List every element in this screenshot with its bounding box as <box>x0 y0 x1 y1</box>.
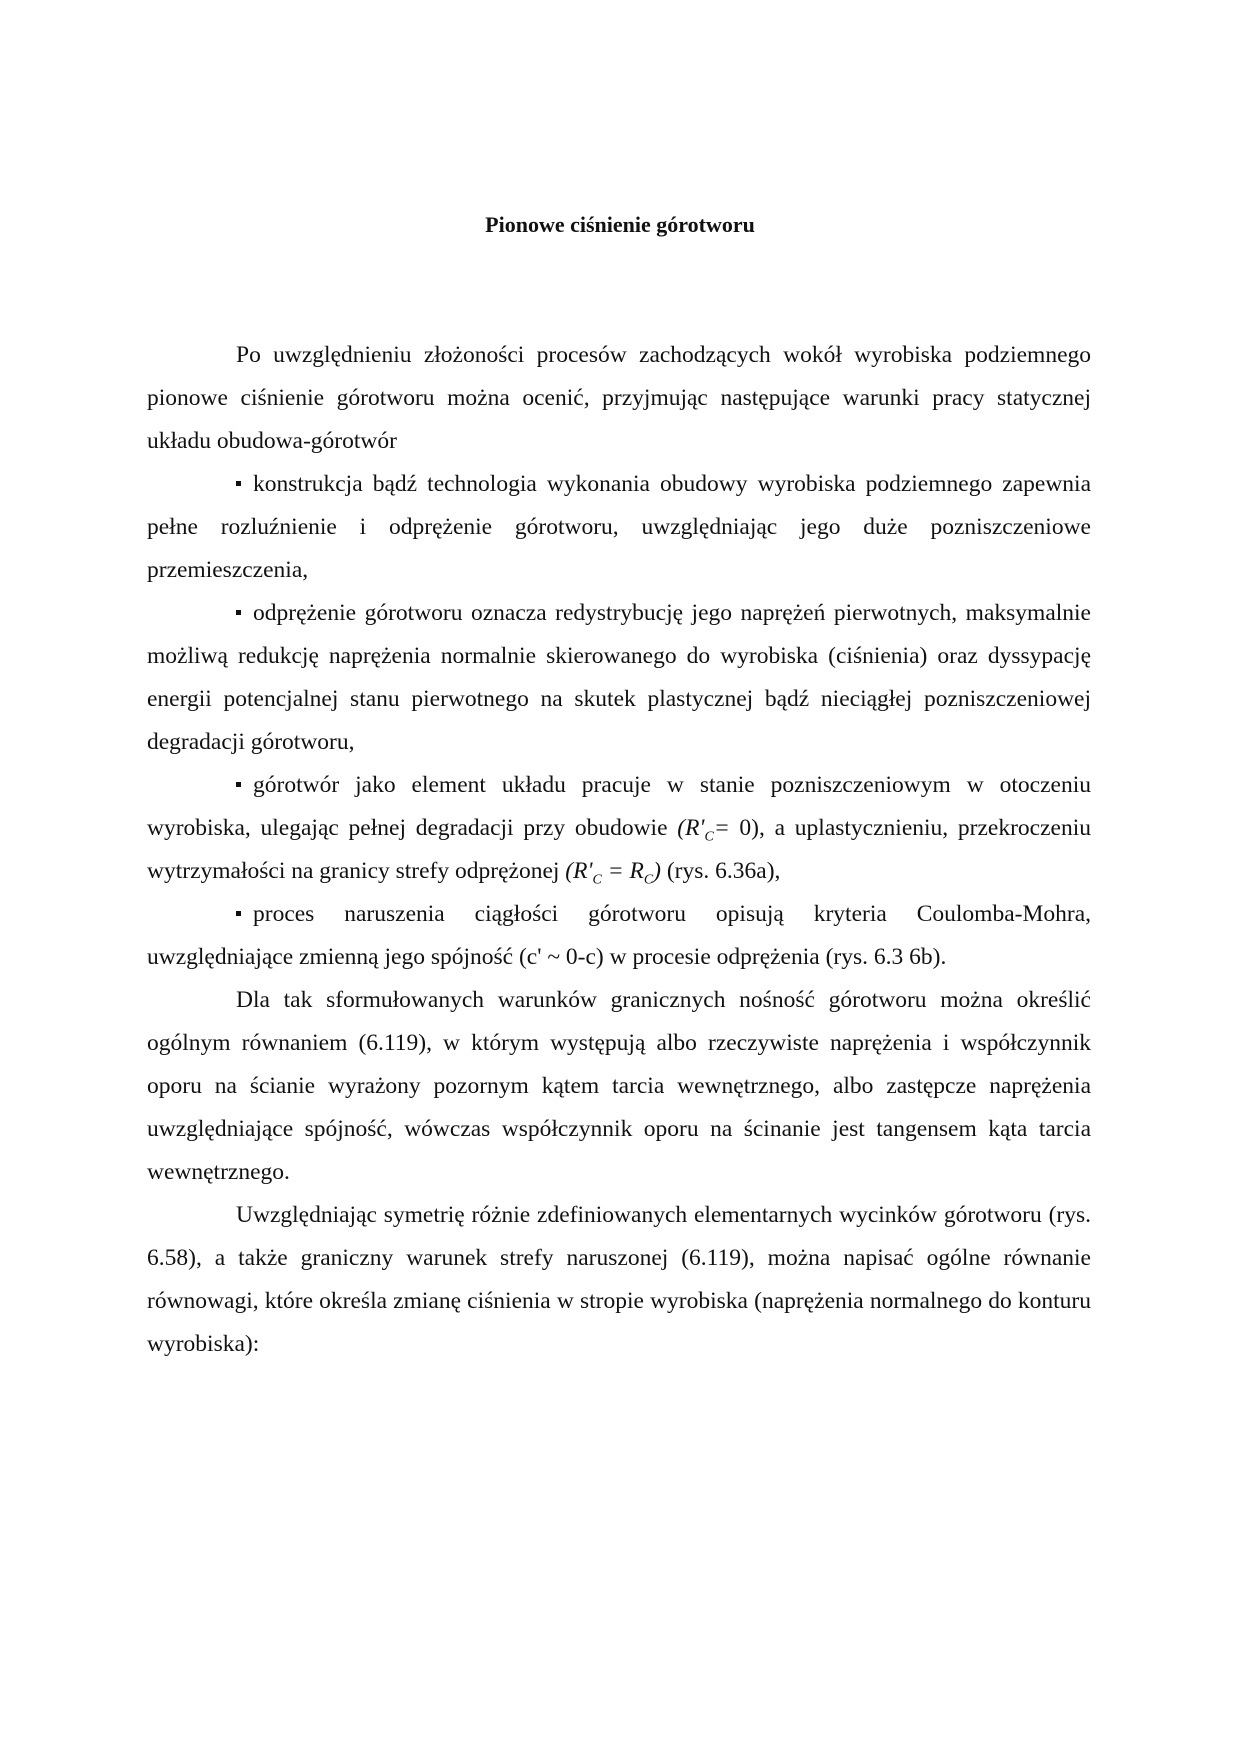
math-formula: $(R'_C = R_C)$ <box>565 858 661 888</box>
bullet-icon <box>236 463 244 506</box>
bullet-paragraph <box>147 764 1091 893</box>
paragraph-text: odprężenie górotworu oznacza redystrybucję jego naprężeń pierwotnych, maksymalnie możliwą redukcję naprężenia normalnie skierowanego do wyrobiska (ciśnienia) oraz dyssypację energii potencjalnej stanu pierwotnego na skutek plastycznej bądź nieciągłej pozniszczeniowej degradacji górotworu, <box>147 600 1091 755</box>
paragraph-text: Po uwzględnieniu złożoności procesów zachodzących wokół wyrobiska podziemnego pionowe ciśnienie górotworu można ocenić, przyjmując następujące warunki pracy statycznej układu obudowa-górotwór <box>147 342 1091 454</box>
paragraph-text: (rys. 6.36a), <box>660 858 781 884</box>
bullet-paragraph <box>147 893 1091 979</box>
page-title: Pionowe ciśnienie górotworu <box>485 212 755 237</box>
bullet-paragraph <box>147 463 1091 592</box>
body-text <box>147 334 1091 1366</box>
paragraph-text: proces naruszenia ciągłości górotworu opisują kryteria Coulomba-Mohra, uwzględniające zmienną jego spójność (c' ~ 0-c) w procesie odprężenia (rys. 6.3 6b). <box>147 901 1091 970</box>
paragraph-text: Uwzględniając symetrię różnie zdefiniowanych elementarnych wycinków górotworu (rys. 6.58), a także graniczny warunek strefy naruszonej (6.119), można napisać ogólne równanie równowagi, które określa zmianę ciśnienia w stropie wyrobiska (naprężenia normalnego do konturu wyrobiska): <box>147 1202 1091 1357</box>
paragraph-text: górotwór jako element układu pracuje w stanie pozniszczeniowym w otoczeniu wyrobiska, ulegając pełnej degradacji przy obudowie <box>147 772 1091 841</box>
paragraph-intro <box>147 334 1091 463</box>
paragraph-text: Dla tak sformułowanych warunków granicznych nośność górotworu można określić ogólnym równaniem (6.119), w którym występują albo rzeczywiste naprężenia i współczynnik oporu na ścianie wyrażony pozornym kątem tarcia wewnętrznego, albo zastępcze naprężenia uwzględniające spójność, wówczas współczynnik oporu na ścinanie jest tangensem kąta tarcia wewnętrznego. <box>147 987 1091 1185</box>
paragraph-text: konstrukcja bądź technologia wykonania obudowy wyrobiska podziemnego zapewnia pełne rozluźnienie i odprężenie górotworu, uwzględniając jego duże pozniszczeniowe przemieszczenia, <box>147 471 1091 583</box>
paragraph-conditions <box>147 979 1091 1194</box>
bullet-paragraph <box>147 592 1091 764</box>
math-formula: ($R'_C=$ <box>677 815 730 845</box>
bullet-icon <box>236 764 244 807</box>
paragraph-text: 0), a uplastycznieniu, przekroczeniu wytrzymałości na granicy strefy odprężonej <box>147 815 1091 884</box>
bullet-icon <box>236 893 244 936</box>
bullet-icon <box>236 592 244 635</box>
paragraph-equilibrium <box>147 1194 1091 1366</box>
